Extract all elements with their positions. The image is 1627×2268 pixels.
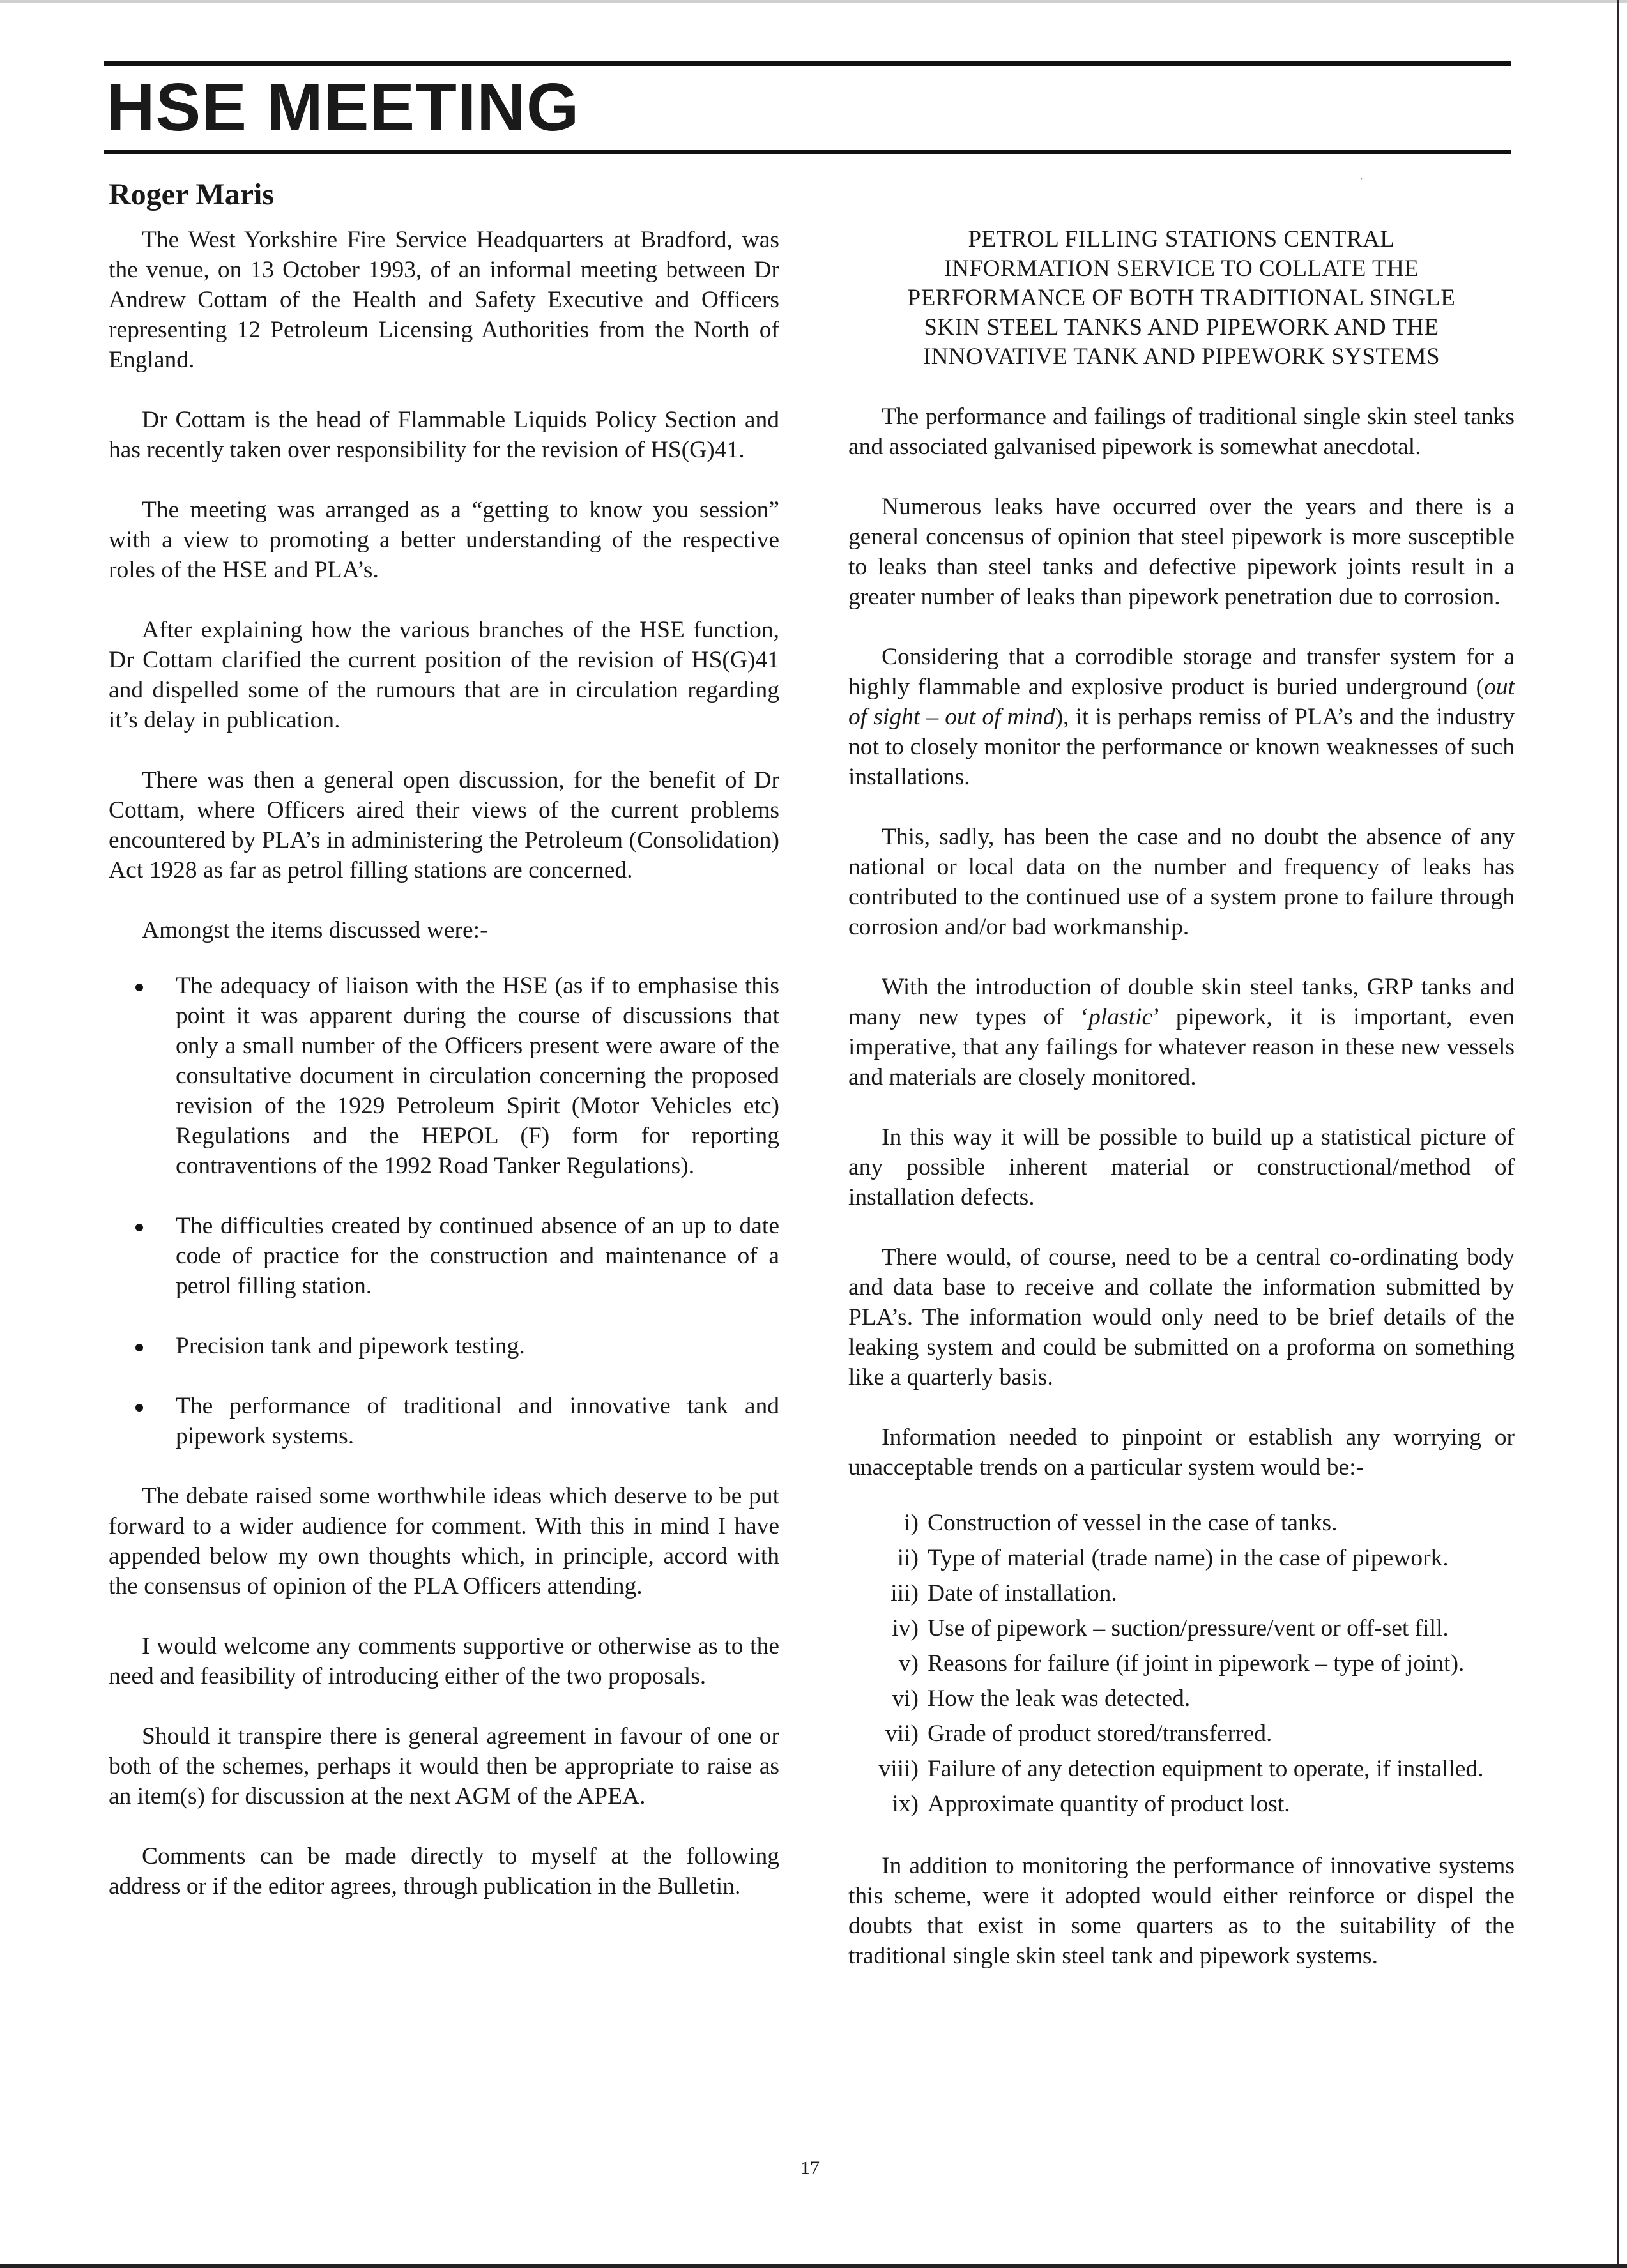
bullet-icon <box>135 1344 143 1351</box>
bullet-icon <box>135 984 143 991</box>
list-item-text: Approximate quantity of product lost. <box>928 1791 1290 1817</box>
scan-bottom-edge <box>0 2264 1627 2268</box>
body-paragraph: Should it transpire there is general agreement in favour of one or both of the schemes, perhaps it would then be appropriate to raise as an item(s) for discussion at the next AGM of the APEA. <box>109 1723 779 1809</box>
list-item-text: The difficulties created by continued absence of an up to date code of practice for the construction and maintenance of a petrol filling station. <box>176 1213 779 1299</box>
list-item <box>848 1613 1515 1643</box>
body-paragraph: After explaining how the various branches of the HSE function, Dr Cottam clarified the current position of the revision of HS(G)41 and dispelled some of the rumours that are in circulation regarding it’s delay in publication. <box>109 617 779 733</box>
items-intro: Amongst the items discussed were:- <box>142 917 488 943</box>
body-paragraph: I would welcome any comments supportive or otherwise as to the need and feasibility of introducing either of the two proposals. <box>109 1633 779 1689</box>
list-item-text: Precision tank and pipework testing. <box>176 1333 525 1359</box>
section-heading-line: SKIN STEEL TANKS AND PIPEWORK AND THE <box>924 314 1439 340</box>
body-paragraph: The debate raised some worthwhile ideas which deserve to be put forward to a wider audience for comment. With this in mind I have appended below my own thoughts which, in principle, accord with the consensus of opinion of the PLA Officers attending. <box>109 1483 779 1599</box>
headline-bottom-rule <box>104 150 1511 154</box>
list-item <box>109 1331 779 1361</box>
article-title: HSE MEETING <box>106 70 580 145</box>
list-item-text: Reasons for failure (if joint in pipework – type of joint). <box>928 1650 1465 1677</box>
list-item-number: v) <box>898 1650 919 1677</box>
list-item <box>109 1391 779 1451</box>
list-item-text: The adequacy of liaison with the HSE (as if to emphasise this point it was apparent during the course of discussions that only a small number of the Officers present were aware of the consultative document in circulation concerning the proposed revision of the 1929 Petroleum Spirit (Motor Vehicles etc) Regulations and the HEPOL (F) form for reporting contraventions of the 1992 Road Tanker Regulations). <box>176 973 779 1179</box>
body-paragraph: There was then a general open discussion, for the benefit of Dr Cottam, where Officers aired their views of the current problems encountered by PLA’s in administering the Petroleum (Consolidation) Act 1928 as far as petrol filling stations are concerned. <box>109 767 779 883</box>
section-heading-line: INFORMATION SERVICE TO COLLATE THE <box>943 255 1419 282</box>
list-item-number: ii) <box>897 1545 919 1571</box>
section-heading-line: PERFORMANCE OF BOTH TRADITIONAL SINGLE <box>907 285 1456 311</box>
body-paragraph: Information needed to pinpoint or establish any worrying or unacceptable trends on a particular system would be:- <box>848 1424 1515 1480</box>
body-paragraph: Numerous leaks have occurred over the years and there is a general concensus of opinion that steel pipework is more susceptible to leaks than steel tanks and defective pipework joints result in a greater number of leaks than pipework penetration due to corrosion. <box>848 494 1515 610</box>
body-paragraph: This, sadly, has been the case and no doubt the absence of any national or local data on the number and frequency of leaks has contributed to the continued use of a system prone to failure through corrosion and/or bad workmanship. <box>848 824 1515 940</box>
bullet-icon <box>135 1224 143 1231</box>
list-item <box>848 1648 1515 1678</box>
page-number: 17 <box>800 2158 820 2179</box>
list-item-number: vi) <box>892 1686 919 1712</box>
list-item <box>848 1543 1515 1573</box>
scan-speck: · <box>1359 172 1364 186</box>
list-item-number: vii) <box>885 1721 919 1747</box>
list-item-text: Use of pipework – suction/pressure/vent or off-set fill. <box>928 1615 1449 1641</box>
body-paragraph: The performance and failings of traditional single skin steel tanks and associated galvanised pipework is somewhat anecdotal. <box>848 404 1515 460</box>
page-top-edge <box>0 0 1627 3</box>
text-run: ), it is perhaps remiss of PLA’s and the industry not to closely monitor the performance or known weaknesses of such installations. <box>848 704 1515 790</box>
list-item <box>848 1684 1515 1714</box>
list-item-number: viii) <box>878 1756 919 1782</box>
right-column <box>848 225 1515 2001</box>
list-item-number: ix) <box>892 1791 919 1817</box>
list-item-text: Construction of vessel in the case of tanks. <box>928 1510 1338 1536</box>
list-item <box>848 1719 1515 1749</box>
list-item-text: Date of installation. <box>928 1580 1117 1606</box>
list-item-number: iii) <box>890 1580 919 1606</box>
list-item-number: i) <box>904 1510 919 1536</box>
section-heading <box>848 225 1515 372</box>
left-column <box>109 225 779 1931</box>
list-item <box>848 1754 1515 1784</box>
body-paragraph: The meeting was arranged as a “getting to know you session” with a view to promoting a better understanding of the respective roles of the HSE and PLA’s. <box>109 497 779 583</box>
body-paragraph: Comments can be made directly to myself at the following address or if the editor agrees, through publication in the Bulletin. <box>109 1843 779 1899</box>
list-item <box>109 1211 779 1301</box>
list-item <box>848 1508 1515 1538</box>
body-paragraph: There would, of course, need to be a central co-ordinating body and data base to receive and collate the information submitted by PLA’s. The information would only need to be brief details of the leaking system and could be submitted on a proforma on something like a quarterly basis. <box>848 1244 1515 1390</box>
list-item-text: Type of material (trade name) in the case of pipework. <box>928 1545 1449 1571</box>
body-paragraph: Dr Cottam is the head of Flammable Liquids Policy Section and has recently taken over responsibility for the revision of HS(G)41. <box>109 407 779 463</box>
list-item-text: Grade of product stored/transferred. <box>928 1721 1272 1747</box>
list-item <box>848 1578 1515 1608</box>
list-item-number: iv) <box>892 1615 919 1641</box>
criteria-list <box>848 1508 1515 1819</box>
text-run: Considering that a corrodible storage and transfer system for a highly flammable and explosive product is buried underground ( <box>848 644 1515 700</box>
section-heading-line: PETROL FILLING STATIONS CENTRAL <box>968 226 1395 252</box>
list-item <box>109 971 779 1181</box>
body-paragraph <box>848 972 1515 1092</box>
section-heading-line: INNOVATIVE TANK AND PIPEWORK SYSTEMS <box>922 344 1440 370</box>
text-run: With the introduction of double skin steel tanks, GRP tanks and many new types of ‘ <box>848 974 1515 1030</box>
list-item-text: Failure of any detection equipment to operate, if installed. <box>928 1756 1484 1782</box>
body-paragraph <box>848 642 1515 792</box>
text-run: ’ pipework, it is important, even imperative, that any failings for whatever reason in these new vessels and materials are closely monitored. <box>848 1004 1515 1090</box>
list-item-text: How the leak was detected. <box>928 1686 1191 1712</box>
body-paragraph: The West Yorkshire Fire Service Headquarters at Bradford, was the venue, on 13 October 1993, of an informal meeting between Dr Andrew Cottam of the Health and Safety Executive and Officers representing 12 Petroleum Licensing Authorities from the North of England. <box>109 227 779 373</box>
body-paragraph: In this way it will be possible to build up a statistical picture of any possible inherent material or constructional/method of installation defects. <box>848 1124 1515 1210</box>
italic-phrase: plastic <box>1088 1004 1153 1030</box>
list-item <box>848 1789 1515 1819</box>
discussion-items-list <box>109 971 779 1451</box>
italic-phrase: out of sight – out of mind <box>848 674 1515 730</box>
list-item-text: The performance of traditional and innovative tank and pipework systems. <box>176 1393 779 1449</box>
author-byline: Roger Maris <box>109 178 275 211</box>
headline-top-rule <box>104 61 1511 66</box>
bullet-icon <box>135 1404 143 1412</box>
scan-right-edge <box>1617 0 1619 2268</box>
body-paragraph: In addition to monitoring the performance of innovative systems this scheme, were it adopted would either reinforce or dispel the doubts that exist in some quarters as to the suitability of the traditional single skin steel tank and pipework systems. <box>848 1853 1515 1969</box>
